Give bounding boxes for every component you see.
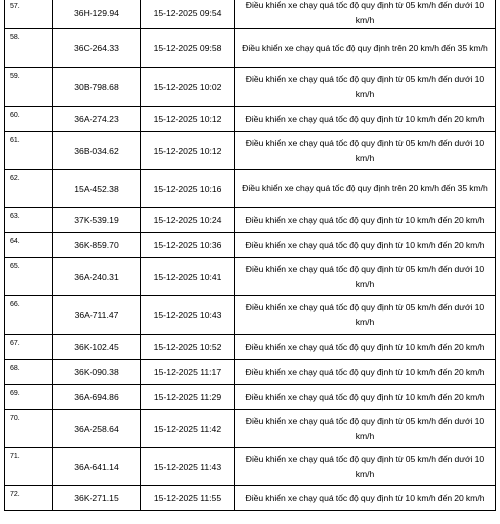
violation-time: 15-12-2025 10:02 xyxy=(141,68,235,107)
violation-description: Điều khiển xe chạy quá tốc độ quy định trên 20 km/h đến 35 km/h xyxy=(235,29,496,68)
table-row xyxy=(5,296,496,335)
row-number: 64. xyxy=(5,233,53,258)
row-number: 59. xyxy=(5,68,53,107)
violation-time: 15-12-2025 10:16 xyxy=(141,170,235,208)
row-number: 61. xyxy=(5,132,53,170)
violation-description: Điều khiển xe chạy quá tốc độ quy định từ 05 km/h đến dưới 10 km/h xyxy=(235,258,496,296)
violation-time: 15-12-2025 11:29 xyxy=(141,385,235,410)
violation-description: Điều khiển xe chạy quá tốc độ quy định từ 10 km/h đến 20 km/h xyxy=(235,335,496,360)
row-number: 57. xyxy=(5,0,53,29)
row-number: 65. xyxy=(5,258,53,296)
plate-number: 36A-641.14 xyxy=(53,448,141,486)
violation-description: Điều khiển xe chạy quá tốc độ quy định từ 10 km/h đến 20 km/h xyxy=(235,208,496,233)
row-number: 62. xyxy=(5,170,53,208)
violation-description: Điều khiển xe chạy quá tốc độ quy định từ 10 km/h đến 20 km/h xyxy=(235,107,496,132)
row-number: 70. xyxy=(5,410,53,448)
table-row xyxy=(5,0,496,29)
row-number: 67. xyxy=(5,335,53,360)
violation-time: 15-12-2025 09:54 xyxy=(141,0,235,29)
plate-number: 36K-859.70 xyxy=(53,233,141,258)
violation-description: Điều khiển xe chạy quá tốc độ quy định từ 10 km/h đến 20 km/h xyxy=(235,233,496,258)
plate-number: 36C-264.33 xyxy=(53,29,141,68)
plate-number: 30B-798.68 xyxy=(53,68,141,107)
plate-number: 37K-539.19 xyxy=(53,208,141,233)
row-number: 71. xyxy=(5,448,53,486)
violations-table-body xyxy=(5,0,496,511)
row-number: 63. xyxy=(5,208,53,233)
table-row xyxy=(5,410,496,448)
table-row xyxy=(5,360,496,385)
table-row xyxy=(5,486,496,511)
violation-time: 15-12-2025 10:36 xyxy=(141,233,235,258)
violation-time: 15-12-2025 10:43 xyxy=(141,296,235,335)
table-row xyxy=(5,335,496,360)
plate-number: 36A-258.64 xyxy=(53,410,141,448)
violation-description: Điều khiển xe chạy quá tốc độ quy định từ 10 km/h đến 20 km/h xyxy=(235,385,496,410)
plate-number: 36K-090.38 xyxy=(53,360,141,385)
table-row xyxy=(5,258,496,296)
violation-description: Điều khiển xe chạy quá tốc độ quy định từ 05 km/h đến dưới 10 km/h xyxy=(235,448,496,486)
violation-description: Điều khiển xe chạy quá tốc độ quy định từ 05 km/h đến dưới 10 km/h xyxy=(235,68,496,107)
violation-description: Điều khiển xe chạy quá tốc độ quy định từ 10 km/h đến 20 km/h xyxy=(235,486,496,511)
violation-description: Điều khiển xe chạy quá tốc độ quy định từ 05 km/h đến dưới 10 km/h xyxy=(235,0,496,29)
row-number: 58. xyxy=(5,29,53,68)
table-row xyxy=(5,68,496,107)
table-row xyxy=(5,208,496,233)
violation-time: 15-12-2025 11:55 xyxy=(141,486,235,511)
plate-number: 36A-240.31 xyxy=(53,258,141,296)
violation-description: Điều khiển xe chạy quá tốc độ quy định từ 05 km/h đến dưới 10 km/h xyxy=(235,296,496,335)
row-number: 69. xyxy=(5,385,53,410)
violation-description: Điều khiển xe chạy quá tốc độ quy định từ 10 km/h đến 20 km/h xyxy=(235,360,496,385)
table-row xyxy=(5,132,496,170)
violation-time: 15-12-2025 10:12 xyxy=(141,132,235,170)
table-row xyxy=(5,233,496,258)
table-row xyxy=(5,448,496,486)
plate-number: 15A-452.38 xyxy=(53,170,141,208)
violations-table xyxy=(4,0,496,511)
row-number: 60. xyxy=(5,107,53,132)
plate-number: 36B-034.62 xyxy=(53,132,141,170)
violation-time: 15-12-2025 10:24 xyxy=(141,208,235,233)
plate-number: 36A-694.86 xyxy=(53,385,141,410)
violation-time: 15-12-2025 10:52 xyxy=(141,335,235,360)
plate-number: 36A-711.47 xyxy=(53,296,141,335)
plate-number: 36A-274.23 xyxy=(53,107,141,132)
plate-number: 36K-102.45 xyxy=(53,335,141,360)
violation-description: Điều khiển xe chạy quá tốc độ quy định trên 20 km/h đến 35 km/h xyxy=(235,170,496,208)
plate-number: 36H-129.94 xyxy=(53,0,141,29)
table-row xyxy=(5,385,496,410)
table-row xyxy=(5,29,496,68)
violation-time: 15-12-2025 11:42 xyxy=(141,410,235,448)
row-number: 68. xyxy=(5,360,53,385)
violation-description: Điều khiển xe chạy quá tốc độ quy định từ 05 km/h đến dưới 10 km/h xyxy=(235,132,496,170)
violation-time: 15-12-2025 10:12 xyxy=(141,107,235,132)
violation-time: 15-12-2025 11:43 xyxy=(141,448,235,486)
table-row xyxy=(5,107,496,132)
violation-time: 15-12-2025 09:58 xyxy=(141,29,235,68)
violation-time: 15-12-2025 10:41 xyxy=(141,258,235,296)
row-number: 72. xyxy=(5,486,53,511)
violation-time: 15-12-2025 11:17 xyxy=(141,360,235,385)
plate-number: 36K-271.15 xyxy=(53,486,141,511)
row-number: 66. xyxy=(5,296,53,335)
violation-description: Điều khiển xe chạy quá tốc độ quy định từ 05 km/h đến dưới 10 km/h xyxy=(235,410,496,448)
table-row xyxy=(5,170,496,208)
